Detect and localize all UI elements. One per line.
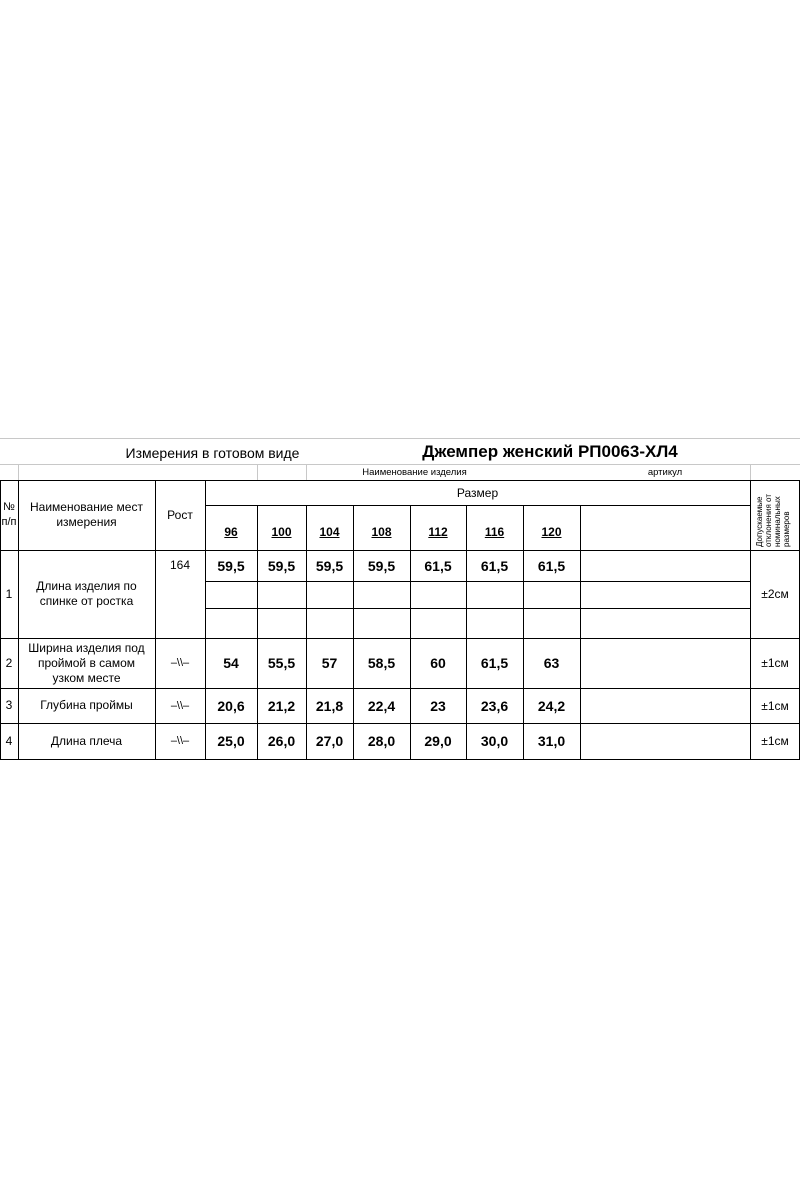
column-header-number: № п/п <box>1 501 17 528</box>
row-size-value: 21,8 <box>315 697 344 714</box>
row-size-value: 61,5 <box>537 557 566 574</box>
table-border <box>580 505 581 760</box>
row-size-value: 31,0 <box>537 733 566 749</box>
column-header-tolerance <box>751 481 799 550</box>
row-size-value: 21,2 <box>267 697 296 714</box>
product-name-caption: Наименование изделия <box>362 467 467 478</box>
row-height: 164 <box>169 558 191 572</box>
row-size-value: 59,5 <box>315 557 344 574</box>
row-measurement-name: Длина изделия по спинке от ростка <box>36 579 137 608</box>
size-header: 104 <box>319 525 340 539</box>
row-size-value: 60 <box>430 655 446 671</box>
page-title: Измерения в готовом виде <box>125 445 300 461</box>
row-size-value: 61,5 <box>480 655 509 671</box>
row-size-value: 59,5 <box>217 557 245 574</box>
article-caption: артикул <box>647 467 683 478</box>
size-header: 112 <box>428 525 448 539</box>
row-size-value: 57 <box>321 655 338 671</box>
row-size-value: 29,0 <box>424 733 452 749</box>
row-size-value: 22,4 <box>367 697 396 714</box>
row-tolerance: ±1см <box>761 734 789 748</box>
table-border <box>205 505 750 506</box>
row-size-value: 63 <box>543 655 560 671</box>
grid-line <box>18 464 19 480</box>
row-measurement-name: Ширина изделия под проймой в самом узком месте <box>28 640 145 685</box>
row-size-value: 24,2 <box>537 697 566 714</box>
column-header-size-group: Размер <box>456 485 499 500</box>
size-header: 96 <box>224 525 238 539</box>
row-size-value: 61,5 <box>480 557 509 574</box>
row-size-value: 59,5 <box>267 557 296 574</box>
row-size-value: 26,0 <box>267 733 296 749</box>
table-border <box>205 581 750 582</box>
product-name: Джемпер женский РП0063-ХЛ4 <box>422 442 678 461</box>
size-header: 108 <box>371 525 392 539</box>
grid-line <box>0 438 800 439</box>
row-number: 3 <box>5 698 13 712</box>
size-header: 116 <box>484 525 505 539</box>
row-measurement-name: Длина плеча <box>50 733 123 748</box>
row-number: 1 <box>5 586 13 601</box>
row-size-value: 25,0 <box>217 733 245 749</box>
grid-line <box>257 464 258 480</box>
row-tolerance: ±1см <box>761 656 789 670</box>
row-measurement-name: Глубина проймы <box>40 698 133 712</box>
table-border <box>205 608 750 609</box>
row-size-value: 28,0 <box>367 733 396 749</box>
row-size-value: 59,5 <box>367 557 396 574</box>
row-number: 4 <box>5 733 13 748</box>
row-size-value: 20,6 <box>217 697 245 714</box>
grid-line <box>750 464 751 480</box>
row-size-value: 58,5 <box>367 655 396 671</box>
column-header-height: Рост <box>167 507 193 522</box>
row-size-value: 61,5 <box>424 557 452 574</box>
size-header: 120 <box>541 525 562 539</box>
row-size-value: 27,0 <box>315 733 344 749</box>
row-size-value: 55,5 <box>267 655 296 671</box>
size-header: 100 <box>271 525 292 539</box>
row-size-value: 30,0 <box>480 733 509 749</box>
measurement-table <box>0 438 800 760</box>
row-size-value: 23,6 <box>480 697 509 714</box>
row-tolerance: ±1см <box>761 698 789 713</box>
row-number: 2 <box>5 655 13 670</box>
column-header-name: Наименование мест измерения <box>30 500 143 529</box>
row-tolerance: ±2см <box>761 587 789 601</box>
row-height: –\\– <box>170 657 190 669</box>
row-size-value: 23 <box>430 697 446 714</box>
row-height: –\\– <box>170 735 190 747</box>
row-height: –\\– <box>170 699 190 712</box>
row-size-value: 54 <box>223 655 239 671</box>
tolerance-label: Допускаемые отклонения от номинальных размеров <box>755 493 791 547</box>
table-border <box>0 759 800 760</box>
